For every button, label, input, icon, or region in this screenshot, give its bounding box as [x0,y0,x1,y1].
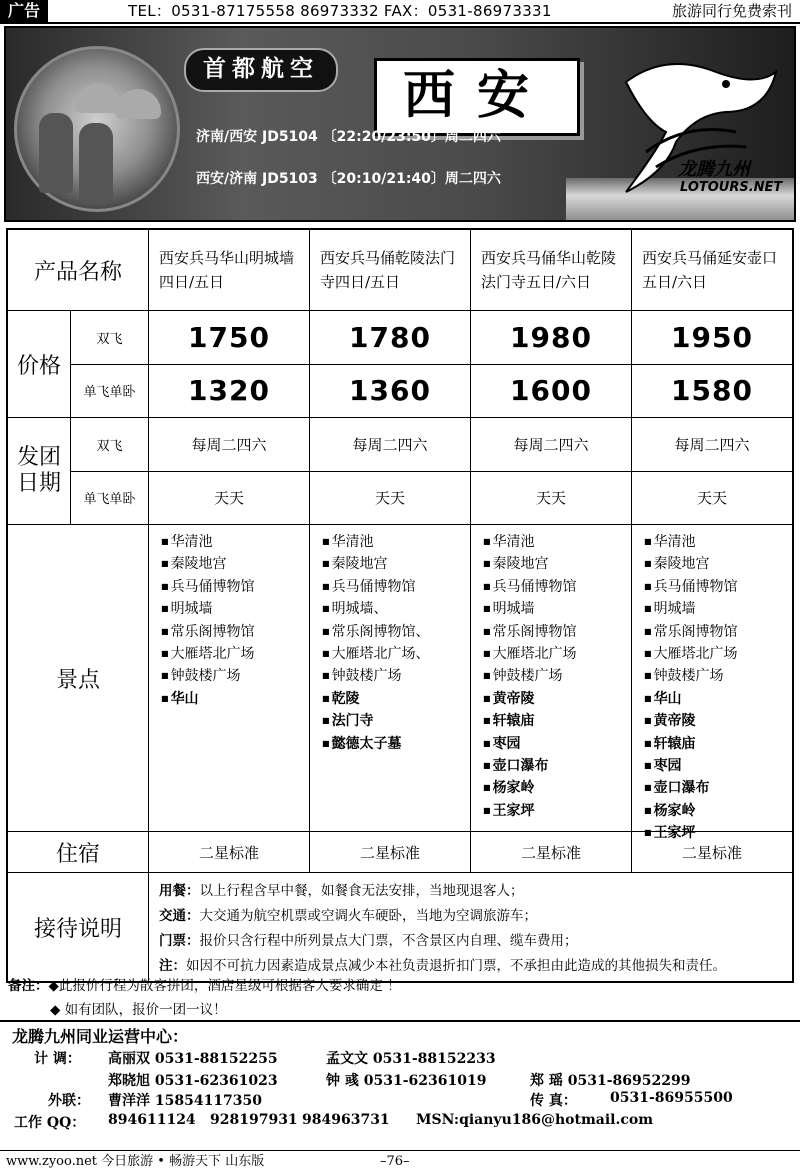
remarks-label: 备注： [8,978,49,994]
sight-item: ■ 兵马俑博物馆 [322,576,430,598]
price-single: 1600 [471,365,632,418]
price-single: 1360 [310,365,471,418]
hotel-standard: 二星标准 [149,832,310,872]
sight-item: ■ 乾陵 [322,688,430,710]
schedule-single: 天天 [310,472,471,525]
sights-list [322,531,430,755]
sight-item: ■ 常乐阁博物馆、 [322,621,430,643]
top-divider [0,22,800,24]
sight-item: ■ 秦陵地宫 [322,553,430,575]
sight-item: ■ 秦陵地宫 [483,553,577,575]
sight-item: ■ 明城墙 [483,598,577,620]
product-name: 西安兵马华山明城墙四日/五日 [159,249,295,291]
sight-item: ■ 兵马俑博物馆 [644,576,738,598]
warrior-figure [79,123,113,203]
qq-number: 984963731 [302,1112,390,1128]
sight-item: ■ 杨家岭 [483,777,577,799]
sight-item: ■ 钟鼓楼广场 [322,665,430,687]
contact-person: 钟 彧 0531-62361019 [326,1073,487,1089]
product-table [6,228,794,983]
sight-item: ■ 华清池 [161,531,255,553]
sights-cell [310,525,471,831]
service-notes [149,873,792,981]
top-contact-line: TEL：0531-87175558 86973332 FAX：0531-86973331 [128,0,552,23]
sight-item: ■ 钟鼓楼广场 [483,665,577,687]
sight-item: ■ 大雁塔北广场 [161,643,255,665]
contact-person: 孟文文 0531-88152233 [326,1051,496,1067]
fax-label: 传 真： [530,1093,577,1109]
sight-item: ■ 大雁塔北广场 [483,643,577,665]
table-row-service [8,873,792,981]
sights-cell [149,525,310,831]
hotel-standard: 二星标准 [681,843,742,862]
sight-item: ■ 王家坪 [483,800,577,822]
table-row-sights [8,525,792,841]
ad-tag: 广告 [0,0,48,22]
table-row-price [8,311,792,418]
contacts-title: 龙腾九州同业运营中心： [12,1027,189,1046]
schedule-row-single [71,472,792,525]
schedule-subrows [71,418,792,524]
terracotta-warriors-image [14,46,180,212]
product-cell [632,230,792,310]
horse-figure [115,89,161,119]
note-disclaimer: 注：如因不可抗力因素造成景点减少本社负责退折扣门票，不承担由此造成的其他损失和责任。 [159,958,726,974]
hotel-standard: 二星标准 [310,832,471,872]
sight-item: ■ 轩辕庙 [483,710,577,732]
row-label-service: 接待说明 [8,873,149,981]
remarks [8,974,798,1022]
page-number: –76– [380,1154,410,1169]
row-label-hotel: 住宿 [8,832,149,872]
sight-item: ■ 华清池 [322,531,430,553]
sights-list [483,531,577,822]
sight-item: ■ 枣园 [483,733,577,755]
schedule-double: 每周二四六 [149,418,310,471]
sight-item: ■ 黄帝陵 [644,710,738,732]
warrior-figure [39,113,73,193]
label-double-fly: 双飞 [71,311,149,364]
sight-item: ■ 王家坪 [644,822,738,844]
table-row-product [8,230,792,311]
price-single: 1580 [671,374,753,408]
qq-number: 928197931 [210,1112,298,1128]
contact-person: 高丽双 0531-88152255 [108,1051,278,1067]
table-row-hotel [8,832,792,873]
sight-item: ■ 枣园 [644,755,738,777]
product-name: 西安兵马俑延安壶口五日/六日 [642,249,778,291]
qq-number: 894611124 [108,1112,196,1128]
label-external: 外联： [48,1093,90,1109]
sight-item: ■ 兵马俑博物馆 [483,576,577,598]
sight-item: ■ 法门寺 [322,710,430,732]
footer-site: www.zyoo.net 今日旅游 • 畅游天下 山东版 [6,1154,265,1169]
row-label-sights: 景点 [8,525,149,831]
sight-item: ■ 常乐阁博物馆 [644,621,738,643]
sight-item: ■ 秦陵地宫 [644,553,738,575]
schedule-single: 天天 [471,472,632,525]
product-cell [310,230,471,310]
label-double-fly: 双飞 [71,418,149,471]
brand-url: LOTOURS.NET [680,180,783,195]
contact-person: 曹洋洋 15854117350 [108,1093,263,1109]
label-dispatch: 计 调： [34,1051,81,1067]
sights-list [644,531,738,844]
sight-item: ■ 大雁塔北广场、 [322,643,430,665]
contact-person: 郑晓旭 0531-62361023 [108,1073,278,1089]
schedule-single: 天天 [149,472,310,525]
sight-item: ■ 秦陵地宫 [161,553,255,575]
schedule-double: 每周二四六 [310,418,471,471]
hotel-standard: 二星标准 [471,832,632,872]
top-bar [0,0,800,22]
sight-item: ■ 兵马俑博物馆 [161,576,255,598]
schedule-double: 每周二四六 [674,435,750,454]
schedule-single: 天天 [696,489,727,508]
price-single: 1320 [149,365,310,418]
sight-item: ■ 轩辕庙 [644,733,738,755]
schedule-double: 每周二四六 [471,418,632,471]
flight-return: 西安/济南 JD5103 〔20:10/21:40〕周二四六 [196,171,501,187]
product-name: 西安兵马俑华山乾陵法门寺五日/六日 [481,249,617,291]
contact-person: 郑 瑶 0531-86952299 [530,1073,691,1089]
brand-name: 龙腾九州 [678,159,750,180]
table-row-schedule [8,418,792,525]
sight-item: ■ 明城墙 [644,598,738,620]
sight-item: ■ 壶口瀑布 [644,777,738,799]
sight-item: ■ 壶口瀑布 [483,755,577,777]
publication-label: 旅游同行免费索刊 [671,2,792,20]
qq-label: 工作 QQ： [14,1115,86,1131]
product-cell [149,230,310,310]
price-double: 1950 [671,320,753,354]
sight-item: ■ 华清池 [483,531,577,553]
flight-outbound: 济南/西安 JD5104 〔22:20/23:50〕周二四六 [196,129,501,145]
destination-title: 西安 [374,58,580,136]
label-single-fly: 单飞单卧 [71,365,149,418]
sight-item: ■ 华山 [644,688,738,710]
contacts-section [0,1022,800,1150]
price-subrows [71,311,792,417]
sights-cell [632,525,792,841]
price-double: 1750 [149,311,310,364]
note-meals: 用餐：以上行程含早中餐，如餐食无法安排，当地现退客人； [159,883,524,899]
footer-bar [0,1150,800,1173]
sight-item: ■ 常乐阁博物馆 [483,621,577,643]
price-double: 1980 [471,311,632,364]
sight-item: ■ 明城墙、 [322,598,430,620]
note-transport: 交通：大交通为航空机票或空调火车硬卧，当地为空调旅游车； [159,908,537,924]
airline-badge: 首都航空 [184,48,338,92]
msn-address: MSN:qianyu186@hotmail.com [416,1112,654,1128]
sight-item: ■ 黄帝陵 [483,688,577,710]
sight-item: ■ 常乐阁博物馆 [161,621,255,643]
sights-list [161,531,255,710]
sight-item: ■ 华山 [161,688,255,710]
banner [4,26,796,222]
product-name: 西安兵马俑乾陵法门寺四日/五日 [320,249,456,291]
sight-item: ■ 华清池 [644,531,738,553]
remark-line: 备注：◆此报价行程为散客拼团，酒店星级可根据客人要求确定 ！ [8,978,401,994]
fax-number: 0531-86955500 [610,1090,733,1106]
horse-figure [75,83,121,113]
row-label-product: 产品名称 [8,230,149,310]
sight-item: ■ 大雁塔北广场 [644,643,738,665]
price-row-double [71,311,792,365]
row-label-price: 价格 [8,311,71,417]
sight-item: ■ 杨家岭 [644,800,738,822]
schedule-row-double [71,418,792,472]
price-row-single [71,365,792,418]
note-tickets: 门票：报价只含行程中所列景点大门票，不含景区内自理、缆车费用； [159,933,578,949]
price-double: 1780 [310,311,471,364]
product-cell [471,230,632,310]
sight-item: ■ 钟鼓楼广场 [644,665,738,687]
sight-item: ■ 明城墙 [161,598,255,620]
label-single-fly: 单飞单卧 [71,472,149,525]
sight-item: ■ 钟鼓楼广场 [161,665,255,687]
sights-cell [471,525,632,831]
sight-item: ■ 懿德太子墓 [322,733,430,755]
remark-line: ◆ 如有团队，报价一团一议！ [50,1002,227,1018]
row-label-schedule: 发团日期 [8,418,71,524]
